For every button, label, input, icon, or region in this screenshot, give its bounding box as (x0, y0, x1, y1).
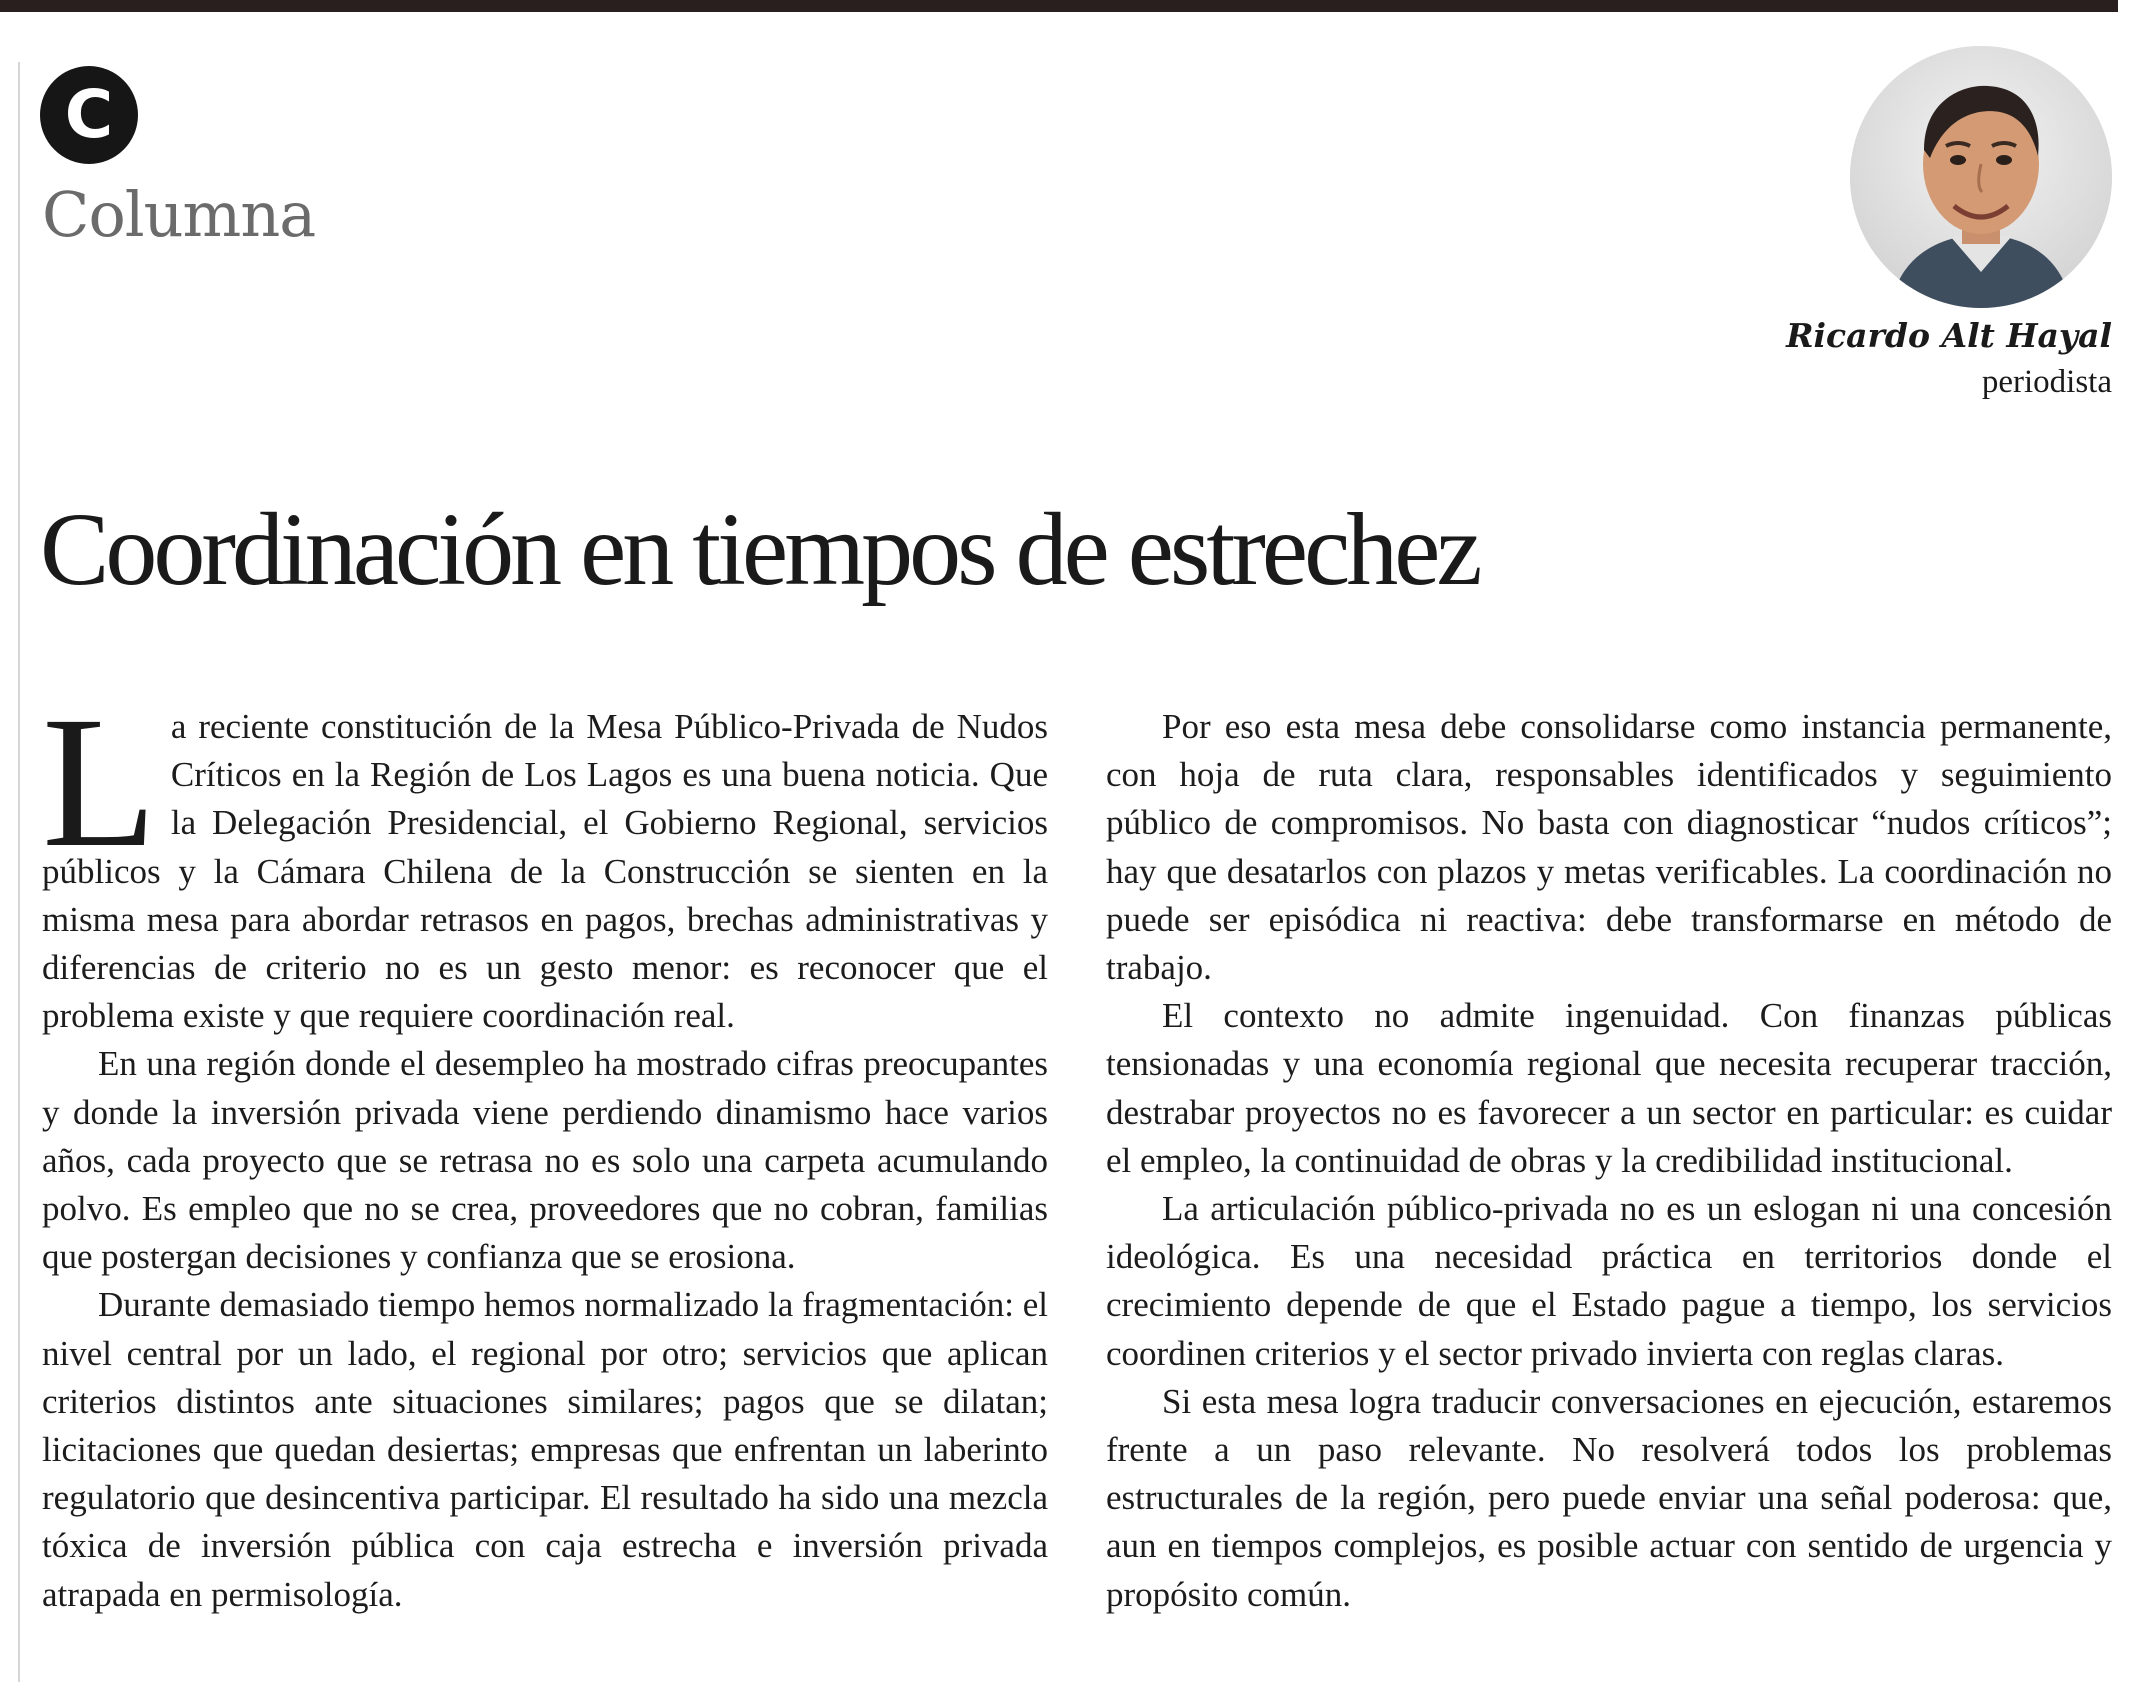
section-badge: C (40, 66, 138, 164)
article-paragraph: Durante demasiado tiempo hemos normalizado la fragmentación: el nivel central por un lado, el regional por otro; servicios que aplican criterios distintos ante situaciones similares; pagos que se dilatan; licitaciones que quedan desiertas; empresas que enfrentan un laberinto regulatorio que desincentiva participar. El resultado ha sido una mezcla tóxica de inversión pública con caja estrecha e inversión privada atrapada en permisología. (42, 1285, 1048, 1614)
article-column-right (1106, 703, 2112, 1619)
article-column-left (42, 677, 1048, 1619)
top-rule (0, 0, 2118, 12)
article-paragraph: En una región donde el desempleo ha mostrado cifras preocupantes y donde la inversión privada viene perdiendo dinamismo hace varios años, cada proyecto que se retrasa no es solo una carpeta acumulando polvo. Es empleo que no se crea, proveedores que no cobran, familias que postergan decisiones y confianza que se erosiona. (42, 1044, 1048, 1277)
article-paragraph: El contexto no admite ingenuidad. Con finanzas públicas tensionadas y una economía regional que necesita recuperar tracción, destrabar proyectos no es favorecer a un sector en particular: es cuidar el empleo, la continuidad de obras y la credibilidad institucional. (1106, 996, 2112, 1180)
paragraph-text: a reciente constitución de la Mesa Público-Privada de Nudos Críticos en la Región de Los Lagos es una buena noticia. Que la Delegación Presidencial, el Gobierno Regional, servicios públicos y la Cámara Chilena de la Construcción se sienten en la misma mesa para abordar retrasos en pagos, brechas administrativas y diferencias de criterio no es un gesto menor: es reconocer que el problema existe y que requiere coordinación real. (42, 707, 1048, 1036)
author-role: periodista (1981, 364, 2112, 400)
section-label: Columna (42, 178, 316, 251)
author-name: Ricardo Alt Hayal (1786, 316, 2112, 355)
article-paragraph: La articulación público-privada no es un eslogan ni una concesión ideológica. Es una necesidad práctica en territorios donde el crecimiento depende de que el Estado pague a tiempo, los servicios coordinen criterios y el sector privado invierta con reglas claras. (1106, 1189, 2112, 1373)
headline: Coordinación en tiempos de estrechez (40, 492, 1479, 607)
dropcap: L (42, 677, 157, 886)
author-photo (1850, 46, 2112, 308)
article-paragraph (42, 677, 1048, 1040)
column-divider (18, 62, 20, 1682)
author-portrait-icon (1850, 46, 2112, 308)
article-paragraph: Por eso esta mesa debe consolidarse como instancia permanente, con hoja de ruta clara, responsables identificados y seguimiento público de compromisos. No basta con diagnosticar “nudos críticos”; hay que desatarlos con plazos y metas verificables. La coordinación no puede ser episódica ni reactiva: debe transformarse en método de trabajo. (1106, 707, 2112, 988)
article-paragraph: Si esta mesa logra traducir conversaciones en ejecución, estaremos frente a un paso relevante. No resolverá todos los problemas estructurales de la región, pero puede enviar una señal poderosa: que, aun en tiempos complejos, es posible actuar con sentido de urgencia y propósito común. (1106, 1381, 2112, 1614)
